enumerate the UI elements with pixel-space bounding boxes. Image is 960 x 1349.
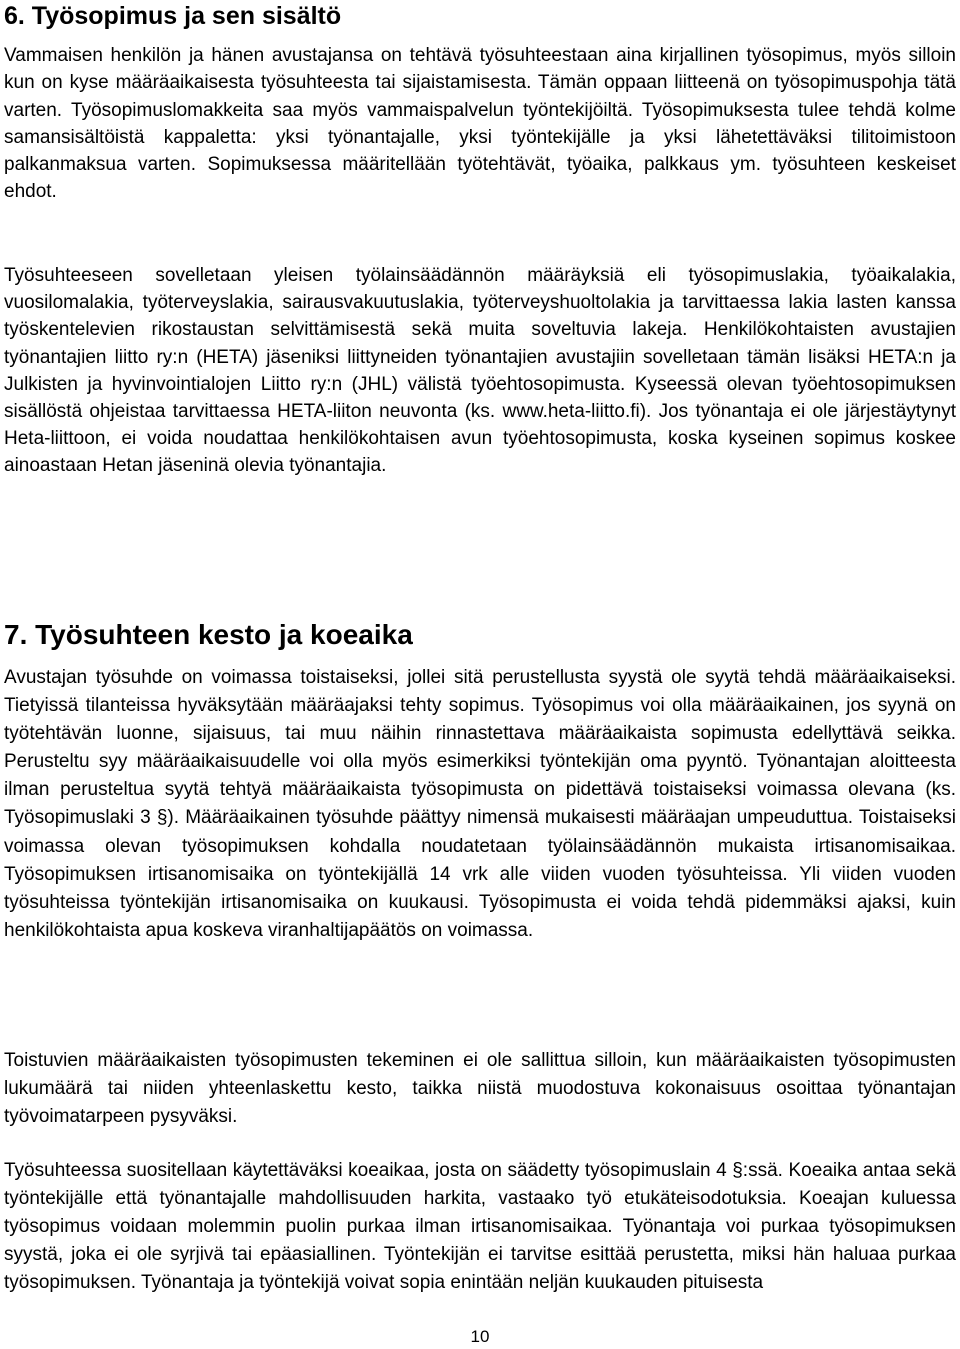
section-7-heading: 7. Työsuhteen kesto ja koeaika [4,619,413,650]
section-7-paragraph-1: Avustajan työsuhde on voimassa toistaiseksi, jollei sitä perustellusta syystä ole syytä tehdä määräaikaiseksi. Tietyissä tilanteissa hyväksytään määräajaksi tehty sopimus. Työsopimus voi olla määräaikainen, jos syynä on työtehtävän luonne, sijaisuus, tai muu näihin rinnastettava määräaikaista sopimusta edellyttävä seikka. Perusteltu syy määräaikaisuudelle voi olla myös esimerkiksi työntekijän oma pyyntö. Työnantajan aloitteesta ilman perusteltua syytä tehtyä määräaikaista työsopimusta on pidettävä toistaiseksi voimassa olevana (ks. Työsopimuslaki 3 §). Määräaikainen työsuhde päättyy nimensä mukaisesti määräajan umpeuduttua. Toistaiseksi voimassa olevan työsopimuksen kohdalla noudatetaan työlainsäädännön mukaista irtisanomisaikaa. Työsopimuksen irtisanomisaika on työntekijällä 14 vrk alle viiden vuoden työsuhteissa. Yli viiden vuoden työsuhteissa työntekijän irtisanomisaika on kuukausi. Työsopimusta ei voida tehdä pidemmäksi ajaksi, kuin henkilökohtaista apua koskeva viranhaltijapäätös on voimassa. [4,667,956,941]
section-6-paragraph-1: Vammaisen henkilön ja hänen avustajansa on tehtävä työsuhteestaan aina kirjallinen työsopimus, myös silloin kun on kyse määräaikaisesta työsuhteesta tai sijaistamisesta. Tämän oppaan liitteenä on työsopimuspohja tätä varten. Työsopimuslomakkeita saa myös vammaispalvelun työntekijöiltä. Työsopimuksesta tulee tehdä kolme samansisältöistä kappaletta: yksi työnantajalle, yksi työntekijälle ja yksi lähetettäväksi tilitoimistoon palkanmaksua varten. Sopimuksessa määritellään työtehtävät, työaika, palkkaus ym. työsuhteen keskeiset ehdot. [4,45,956,203]
section-6-heading: 6. Työsopimus ja sen sisältö [4,2,342,30]
section-7-paragraph-3: Työsuhteessa suositellaan käytettäväksi koeaikaa, josta on säädetty työsopimuslain 4 §:ssä. Koeaika antaa sekä työntekijälle että työnantajalle mahdollisuuden harkita, vastaako työ etukäteisodotuksia. Koeajan kuluessa työsopimus voidaan molemmin puolin purkaa ilman irtisanomisaikaa. Työnantaja voi purkaa työsopimuksen syystä, joka ei ole syrjivä tai epäasiallinen. Työntekijän ei tarvitse esittää perustetta, miksi hän haluaa purkaa työsopimuksen. Työnantaja ja työntekijä voivat sopia enintään neljän kuukauden pituisesta [4,1160,956,1294]
section-6-paragraph-2: Työsuhteeseen sovelletaan yleisen työlainsäädännön määräyksiä eli työsopimuslakia, työaikalakia, vuosilomalakia, työterveyslakia, sairausvakuutuslakia, työterveyshuoltolakia ja tarvittaessa lakia lasten kanssa työskentelevien rikostaustan selvittämisestä sekä muita soveltuvia lakeja. Henkilökohtaisten avustajien työnantajien liitto ry:n (HETA) jäseniksi liittyneiden työnantajien avustajiin sovelletaan tämän lisäksi HETA:n ja Julkisten ja hyvinvointialojen Liitto ry:n (JHL) välistä työehtosopimusta. Kyseessä olevan työehtosopimuksen sisällöstä ohjeistaa tarvittaessa HETA-liiton neuvonta (ks. www.heta-liitto.fi). Jos työnantaja ei ole järjestäytynyt Heta-liittoon, ei voida noudattaa henkilökohtaisen avun työehtosopimusta, koska kyseinen sopimus koskee ainoastaan Hetan jäseninä olevia työnantajia. [4,265,956,477]
section-7-paragraph-2: Toistuvien määräaikaisten työsopimusten tekeminen ei ole sallittua silloin, kun määräaikaisten työsopimusten lukumäärä tai niiden yhteenlaskettu kesto, taikka niistä muodostuva kokonaisuus osoittaa työnantajan työvoimatarpeen pysyväksi. [4,1050,956,1128]
page-number: 10 [470,1327,490,1346]
